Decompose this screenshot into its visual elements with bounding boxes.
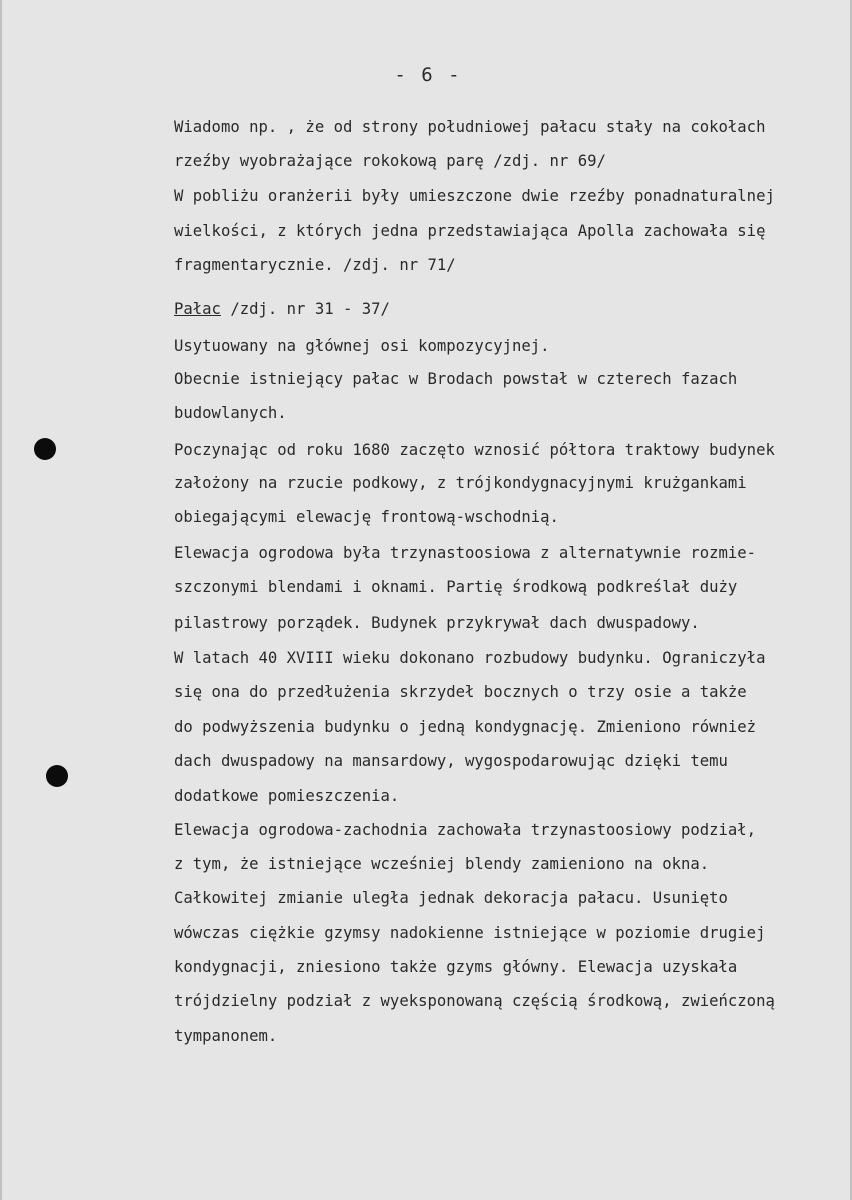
text-line: obiegającymi elewację frontową-wschodnią. (174, 508, 559, 526)
text-line: dach dwuspadowy na mansardowy, wygospodarowując dzięki temu (174, 752, 728, 770)
text-line: Elewacja ogrodowa-zachodnia zachowała trzynastoosiowy podział, (174, 821, 757, 839)
text-line: budowlanych. (174, 404, 287, 422)
punch-hole-icon (34, 438, 56, 460)
section-heading: Pałac (174, 300, 221, 318)
text-line: Wiadomo np. , że od strony południowej pałacu stały na cokołach (174, 118, 766, 136)
text-line: rzeźby wyobrażające rokokową parę /zdj. nr 69/ (174, 152, 606, 170)
section-heading-line (174, 300, 390, 318)
punch-hole-icon (46, 765, 68, 787)
text-line: Całkowitej zmianie uległa jednak dekoracja pałacu. Usunięto (174, 889, 728, 907)
text-line: szczonymi blendami i oknami. Partię środkową podkreślał duży (174, 578, 738, 596)
text-line: fragmentarycznie. /zdj. nr 71/ (174, 256, 456, 274)
text-line: W pobliżu oranżerii były umieszczone dwie rzeźby ponadnaturalnej (174, 187, 775, 205)
text-line: Usytuowany na głównej osi kompozycyjnej. (174, 337, 550, 355)
text-line: pilastrowy porządek. Budynek przykrywał dach dwuspadowy. (174, 614, 700, 632)
text-line: Elewacja ogrodowa była trzynastoosiowa z alternatywnie rozmie- (174, 544, 757, 562)
text-line: Poczynając od roku 1680 zaczęto wznosić półtora traktowy budynek (174, 441, 775, 459)
text-line: założony na rzucie podkowy, z trójkondygnacyjnymi krużgankami (174, 474, 747, 492)
text-line: się ona do przedłużenia skrzydeł bocznych o trzy osie a także (174, 683, 747, 701)
text-line: do podwyższenia budynku o jedną kondygnację. Zmieniono również (174, 718, 757, 736)
text-line: Obecnie istniejący pałac w Brodach powstał w czterech fazach (174, 370, 738, 388)
text-line: wielkości, z których jedna przedstawiająca Apolla zachowała się (174, 222, 766, 240)
page-number: - 6 - (394, 64, 462, 86)
text-line: trójdzielny podział z wyeksponowaną częścią środkową, zwieńczoną (174, 992, 775, 1010)
text-line: wówczas ciężkie gzymsy nadokienne istniejące w poziomie drugiej (174, 924, 766, 942)
text-line: W latach 40 XVIII wieku dokonano rozbudowy budynku. Ograniczyła (174, 649, 766, 667)
photo-reference: /zdj. nr 31 - 37/ (220, 300, 390, 318)
text-line: dodatkowe pomieszczenia. (174, 787, 400, 805)
text-line: tympanonem. (174, 1027, 278, 1045)
text-line: z tym, że istniejące wcześniej blendy zamieniono na okna. (174, 855, 710, 873)
text-line: kondygnacji, zniesiono także gzyms główny. Elewacja uzyskała (174, 958, 738, 976)
